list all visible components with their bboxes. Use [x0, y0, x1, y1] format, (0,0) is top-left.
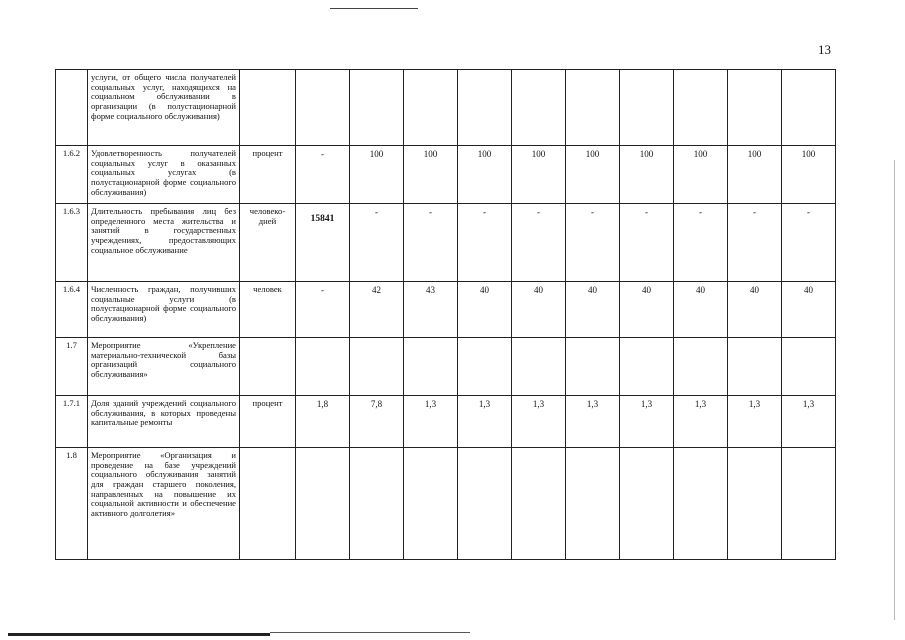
value-cell: [296, 448, 350, 560]
value-cell: [296, 338, 350, 396]
value-cell: 1,3: [566, 396, 620, 448]
value-cell: [458, 338, 512, 396]
indicator-name-cell: Численность граждан, получивших социальные услуги (в полустационарной форме социального обслуживания): [88, 282, 240, 338]
unit-cell: процент: [240, 146, 296, 204]
value-cell: 40: [620, 282, 674, 338]
value-cell: 100: [404, 146, 458, 204]
value-cell: [728, 448, 782, 560]
row-number-cell: 1.7: [56, 338, 88, 396]
row-number-cell: 1.8: [56, 448, 88, 560]
value-cell: -: [566, 204, 620, 282]
top-rule: [330, 8, 418, 9]
row-number-cell: [56, 70, 88, 146]
table-row: [56, 146, 836, 204]
value-cell: [620, 338, 674, 396]
value-cell: [296, 70, 350, 146]
value-cell: [512, 448, 566, 560]
row-number-cell: 1.7.1: [56, 396, 88, 448]
page-number: 13: [818, 42, 831, 57]
value-cell: [350, 338, 404, 396]
value-cell: [782, 338, 836, 396]
row-number-cell: 1.6.3: [56, 204, 88, 282]
value-cell: [404, 338, 458, 396]
value-cell: 1,3: [728, 396, 782, 448]
value-cell: 1,3: [620, 396, 674, 448]
value-cell: [404, 448, 458, 560]
value-cell: [782, 448, 836, 560]
value-cell: 40: [458, 282, 512, 338]
bottom-rule: [8, 633, 270, 636]
value-cell: 100: [458, 146, 512, 204]
value-cell: 40: [512, 282, 566, 338]
value-cell: 42: [350, 282, 404, 338]
value-cell: [674, 448, 728, 560]
value-cell: [458, 70, 512, 146]
unit-cell: процент: [240, 396, 296, 448]
row-number-cell: 1.6.4: [56, 282, 88, 338]
value-cell: [350, 448, 404, 560]
indicator-name-cell: Длительность пребывания лиц без определенного места жительства и занятий в государственных учреждениях, предоставляющих социальное обслуживание: [88, 204, 240, 282]
value-cell: [512, 70, 566, 146]
value-cell: 100: [350, 146, 404, 204]
indicator-name-cell: Мероприятие «Организация и проведение на базе учреждений социального обслуживания занятий для граждан старшего поколения, направленных на повышение их социальной активности и обеспечение активного долголетия»: [88, 448, 240, 560]
value-cell: -: [458, 204, 512, 282]
value-cell: [620, 70, 674, 146]
table-row: [56, 448, 836, 560]
value-cell: 1,8: [296, 396, 350, 448]
value-cell: 1,3: [674, 396, 728, 448]
indicators-table: [55, 69, 836, 560]
value-cell: [566, 70, 620, 146]
value-cell: [728, 70, 782, 146]
value-cell: -: [404, 204, 458, 282]
unit-cell: [240, 448, 296, 560]
row-number-cell: 1.6.2: [56, 146, 88, 204]
value-cell: [674, 338, 728, 396]
value-cell: -: [782, 204, 836, 282]
unit-cell: [240, 70, 296, 146]
value-cell: 43: [404, 282, 458, 338]
unit-cell: человек: [240, 282, 296, 338]
value-cell: [566, 448, 620, 560]
value-cell: 1,3: [458, 396, 512, 448]
value-cell: -: [350, 204, 404, 282]
value-cell: 40: [674, 282, 728, 338]
value-cell: [782, 70, 836, 146]
value-cell: -: [728, 204, 782, 282]
value-cell: 100: [620, 146, 674, 204]
value-cell: 40: [728, 282, 782, 338]
value-cell: [674, 70, 728, 146]
value-cell: 100: [566, 146, 620, 204]
indicator-name-cell: Мероприятие «Укрепление материально-технической базы организаций социального обслуживания»: [88, 338, 240, 396]
value-cell: 7,8: [350, 396, 404, 448]
table-row: [56, 204, 836, 282]
table-row: [56, 70, 836, 146]
value-cell: 100: [674, 146, 728, 204]
unit-cell: [240, 338, 296, 396]
indicator-name-cell: услуги, от общего числа получателей социальных услуг, находящихся на социальном обслуживании в организации (в полустационарной форме социального обслуживания): [88, 70, 240, 146]
indicator-name-cell: Удовлетворенность получателей социальных услуг в оказанных социальных услугах (в полустационарной форме социального обслуживания): [88, 146, 240, 204]
value-cell: 100: [782, 146, 836, 204]
value-cell: [620, 448, 674, 560]
value-cell: 40: [782, 282, 836, 338]
value-cell: [728, 338, 782, 396]
value-cell: 1,3: [512, 396, 566, 448]
table-row: [56, 282, 836, 338]
indicator-name-cell: Доля зданий учреждений социального обслуживания, в которых проведены капитальные ремонты: [88, 396, 240, 448]
value-cell: -: [296, 282, 350, 338]
value-cell: [404, 70, 458, 146]
value-cell: [512, 338, 566, 396]
value-cell: 100: [728, 146, 782, 204]
value-cell: [458, 448, 512, 560]
value-cell: [566, 338, 620, 396]
value-cell: -: [512, 204, 566, 282]
value-cell: 100: [512, 146, 566, 204]
table-row: [56, 338, 836, 396]
value-cell: 1,3: [782, 396, 836, 448]
value-cell: -: [674, 204, 728, 282]
value-cell: 40: [566, 282, 620, 338]
unit-cell: человеко-дней: [240, 204, 296, 282]
scan-edge-mark: [894, 160, 895, 620]
value-cell: [350, 70, 404, 146]
table-row: [56, 396, 836, 448]
bottom-rule-thin: [270, 632, 470, 633]
value-cell: -: [296, 146, 350, 204]
value-cell: -: [620, 204, 674, 282]
value-cell: 1,3: [404, 396, 458, 448]
value-cell: 15841: [296, 204, 350, 282]
